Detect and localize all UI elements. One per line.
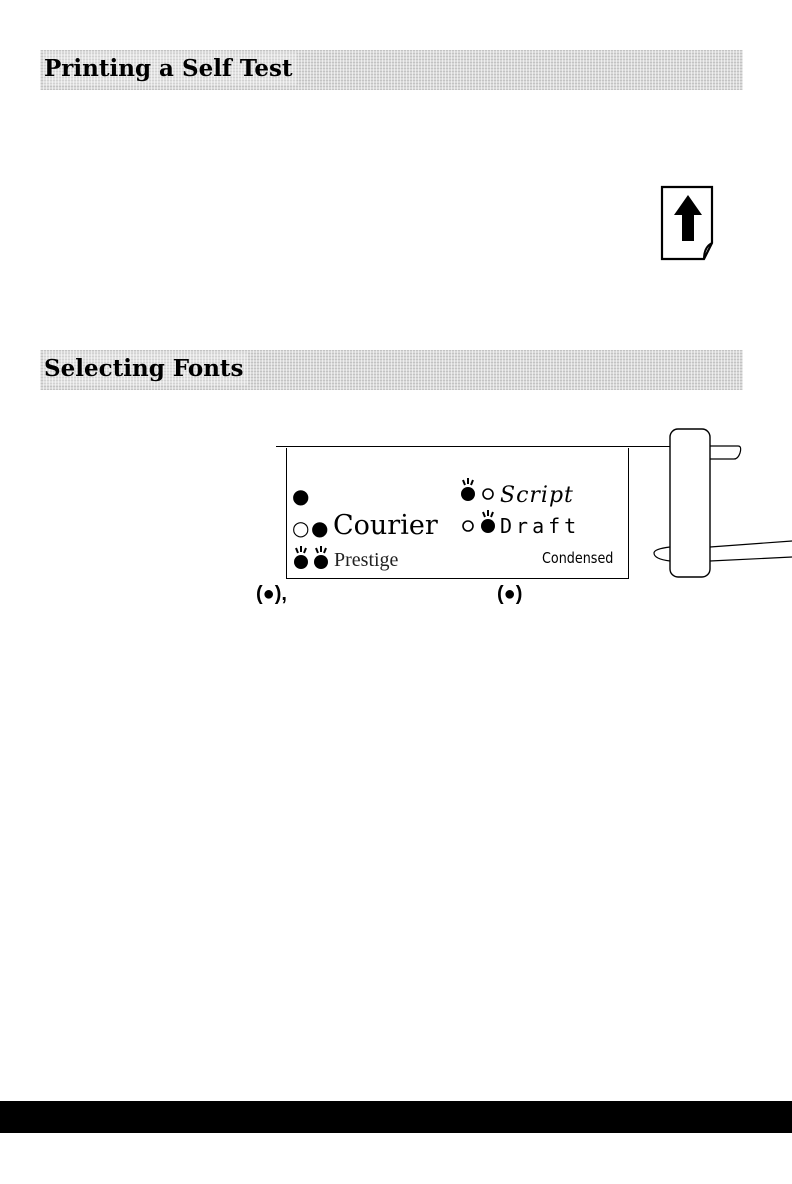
led-flashing-pair-icon xyxy=(292,545,332,571)
led-on-icon: ● xyxy=(292,484,310,508)
led-on-icon: ● xyxy=(311,516,329,540)
led-flashing-symbol: (●) xyxy=(497,583,523,605)
led-off-icon: ○ xyxy=(292,516,310,540)
section-banner-self-test xyxy=(40,50,743,90)
footer-band xyxy=(0,1101,792,1133)
font-label-script: Script xyxy=(500,483,574,508)
section-title-selecting-fonts: Selecting Fonts xyxy=(44,353,248,385)
led-flashing-off-icon xyxy=(460,477,500,503)
led-on-symbol: (●), xyxy=(256,583,287,605)
font-label-condensed: Condensed xyxy=(542,549,614,567)
font-label-courier: Courier xyxy=(333,510,438,541)
font-label-draft: Draft xyxy=(500,514,581,538)
section-title-self-test: Printing a Self Test xyxy=(44,53,297,85)
panel-knob-icon xyxy=(620,425,792,585)
up-arrow-paper-icon xyxy=(660,185,716,261)
led-off-flashing-icon xyxy=(460,509,500,535)
section-banner-selecting-fonts xyxy=(40,350,743,390)
font-label-prestige: Prestige xyxy=(334,549,399,571)
